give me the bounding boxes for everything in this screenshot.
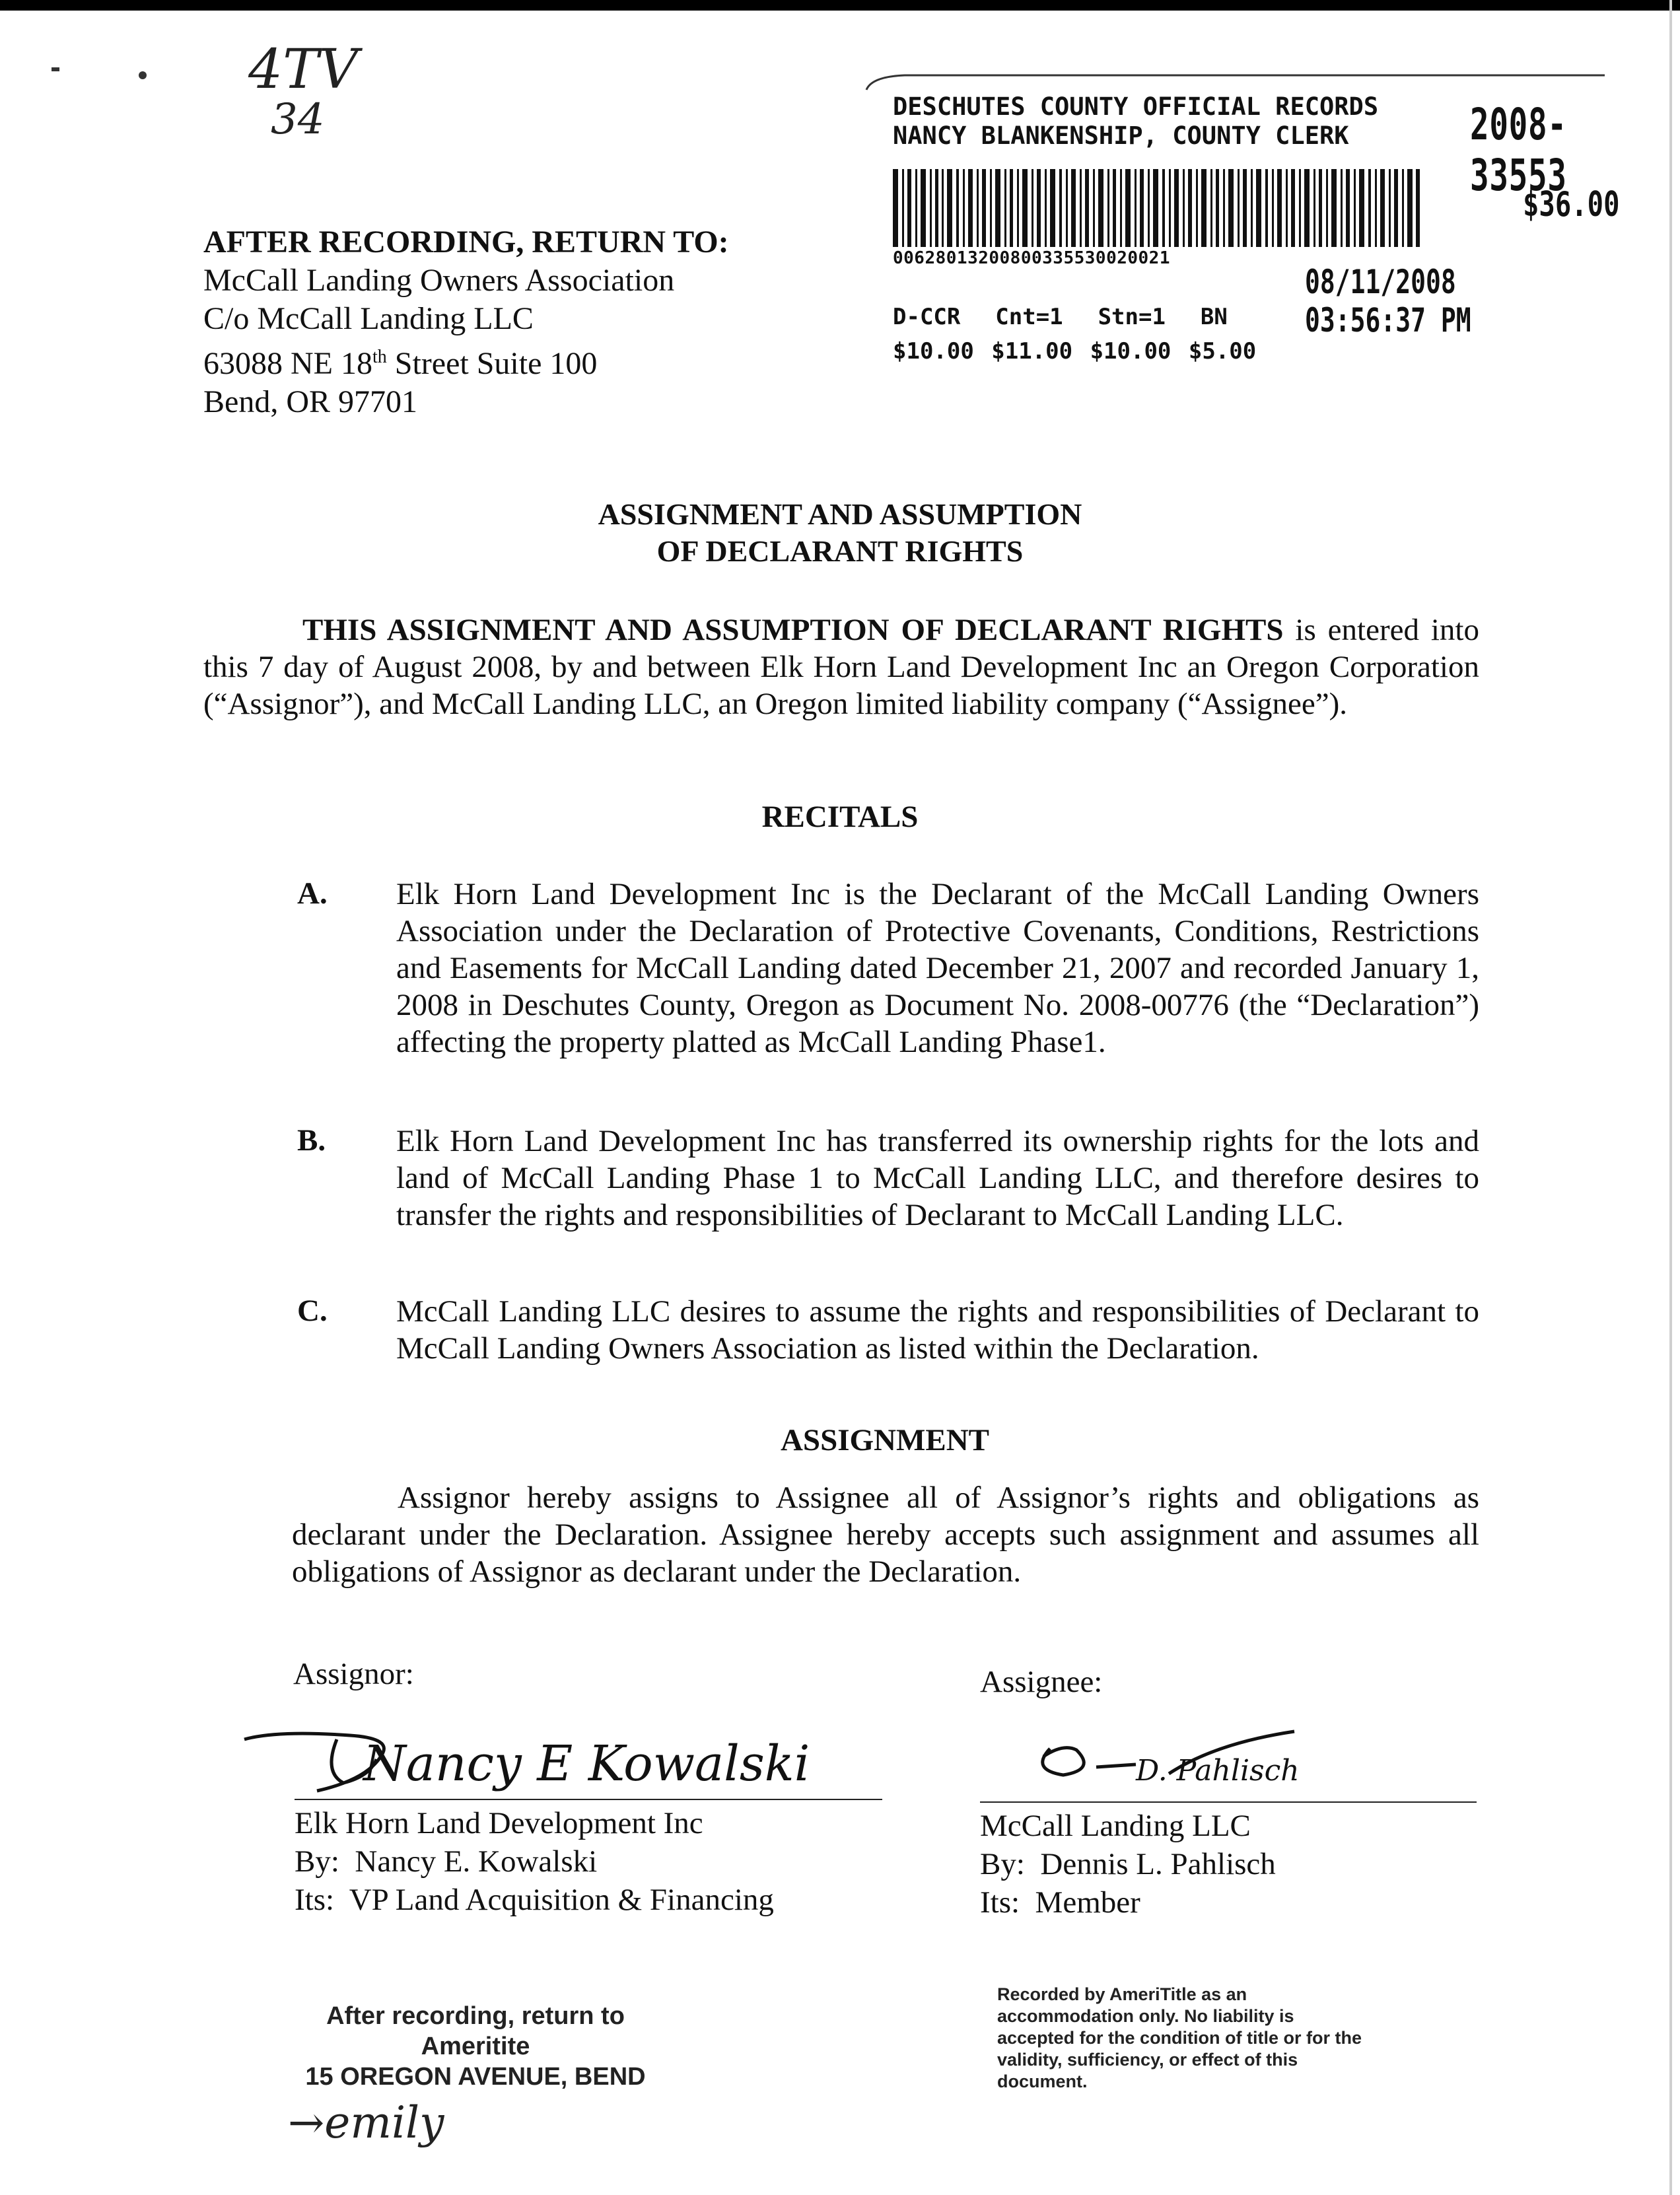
assignment-paragraph (292, 1479, 1479, 1590)
assignee-by: By: Dennis L. Pahlisch (980, 1847, 1276, 1881)
assignor-by: By: Nancy E. Kowalski (295, 1844, 598, 1879)
recital-b-text: Elk Horn Land Development Inc has transferred its ownership rights for the lots and land of McCall Landing Phase 1 to McCall Landing LLC, and therefore desires to transfer the rights and responsibilities of Declarant to McCall Landing LLC. (396, 1124, 1479, 1232)
street-name: Street Suite 100 (386, 346, 598, 381)
return-address-heading: AFTER RECORDING, RETURN TO: (203, 225, 729, 260)
assignor-signature (238, 1713, 810, 1799)
return-address-block (203, 223, 729, 421)
assignee-label: Assignee: (980, 1665, 1103, 1699)
intro-text: is entered into this 7 day of August 2008, by and between Elk Horn Land Development Inc an Oregon Corporation (“Assignor”), and McCall Landing LLC, an Oregon limited liability company (“Assignee”). (203, 613, 1479, 721)
assignor-signature-block (295, 1804, 774, 1919)
recording-office-line: DESCHUTES COUNTY OFFICIAL RECORDS (893, 92, 1379, 121)
recitals-heading: RECITALS (761, 800, 919, 834)
return-address-street (203, 338, 729, 383)
assignor-label: Assignor: (293, 1657, 414, 1691)
ordinal-suffix: th (372, 347, 387, 367)
recital-a-text: Elk Horn Land Development Inc is the Declarant of the McCall Landing Owners Association under the Declaration of Protective Covenants, Conditions, Restrictions and Easements for McCall Landing dated December 21, 2007 and recorded January 1, 2008 in Deschutes County, Oregon as Document No. 2008-00776 (the “Declaration”) affecting the property platted as McCall Landing Phase1. (396, 877, 1479, 1059)
recording-barcode (893, 169, 1421, 247)
assignor-title: Its: VP Land Acquisition & Financing (295, 1883, 774, 1917)
assignee-signature-text: D. Pahlisch (1136, 1754, 1300, 1788)
after-recording-line: After recording, return to (326, 2002, 625, 2030)
recording-datetime: 08/11/2008 03:56:37 PM (1305, 263, 1471, 339)
handwritten-initials: →emily (288, 2097, 444, 2148)
barcode-digits: 00628013200800335530020021 (893, 248, 1170, 268)
after-recording-company: Ameritite (421, 2033, 530, 2060)
scan-speck (139, 71, 147, 79)
recording-codes: D-CCR Cnt=1 Stn=1 BN (893, 304, 1228, 330)
scan-top-edge (0, 0, 1680, 11)
return-address-line: Bend, OR 97701 (203, 384, 417, 419)
recording-fee-breakdown: $10.00 $11.00 $10.00 $5.00 (893, 338, 1257, 365)
assignor-entity: Elk Horn Land Development Inc (295, 1806, 703, 1840)
accommodation-disclaimer: Recorded by AmeriTitle as an accommodation only. No liability is accepted for the condition of title or for the validity, sufficiency, or effect of this document. (997, 1984, 1362, 2091)
street-number: 63088 NE 18 (203, 346, 372, 381)
recital-c-text: McCall Landing LLC desires to assume the rights and responsibilities of Declarant to McCall Landing Owners Association as listed within the Declaration. (396, 1294, 1479, 1366)
after-recording-address: 15 OREGON AVENUE, BEND (305, 2063, 646, 2091)
assignee-signature (1017, 1717, 1334, 1796)
handwritten-margin-number: 34 (271, 95, 325, 144)
assignment-heading: ASSIGNMENT (780, 1423, 989, 1457)
scan-right-edge (1669, 0, 1672, 2195)
handwritten-margin-note: 4TV (248, 38, 359, 101)
assignor-signature-line (295, 1799, 882, 1800)
recital-letter-c: C. (297, 1294, 328, 1328)
recording-office (893, 92, 1378, 151)
assignee-entity: McCall Landing LLC (980, 1809, 1251, 1843)
recording-document-number: 2008-33553 (1470, 99, 1567, 201)
assignor-signature-text: Nancy E Kowalski (363, 1735, 810, 1792)
recording-office-line: NANCY BLANKENSHIP, COUNTY CLERK (893, 122, 1349, 150)
assignee-signature-line (980, 1801, 1477, 1803)
intro-paragraph (203, 611, 1479, 722)
recital-letter-a: A. (297, 876, 328, 911)
after-recording-note (277, 2001, 674, 2092)
intro-bold-lead: THIS ASSIGNMENT AND ASSUMPTION OF DECLARANT RIGHTS (302, 613, 1284, 647)
return-address-line: McCall Landing Owners Association (203, 263, 675, 298)
document-subtitle: OF DECLARANT RIGHTS (656, 534, 1024, 568)
assignee-signature-block (980, 1807, 1276, 1922)
recording-total-fee: $36.00 (1523, 185, 1620, 225)
assignee-title: Its: Member (980, 1885, 1140, 1920)
recital-letter-b: B. (297, 1123, 326, 1158)
scan-speck (52, 67, 59, 71)
assignment-text: Assignor hereby assigns to Assignee all of Assignor’s rights and obligations as declarant under the Declaration. Assignee hereby accepts such assignment and assumes all obligations of Assignor as declarant under the Declaration. (292, 1481, 1479, 1589)
document-title: ASSIGNMENT AND ASSUMPTION (598, 497, 1082, 531)
return-address-line: C/o McCall Landing LLC (203, 301, 534, 336)
